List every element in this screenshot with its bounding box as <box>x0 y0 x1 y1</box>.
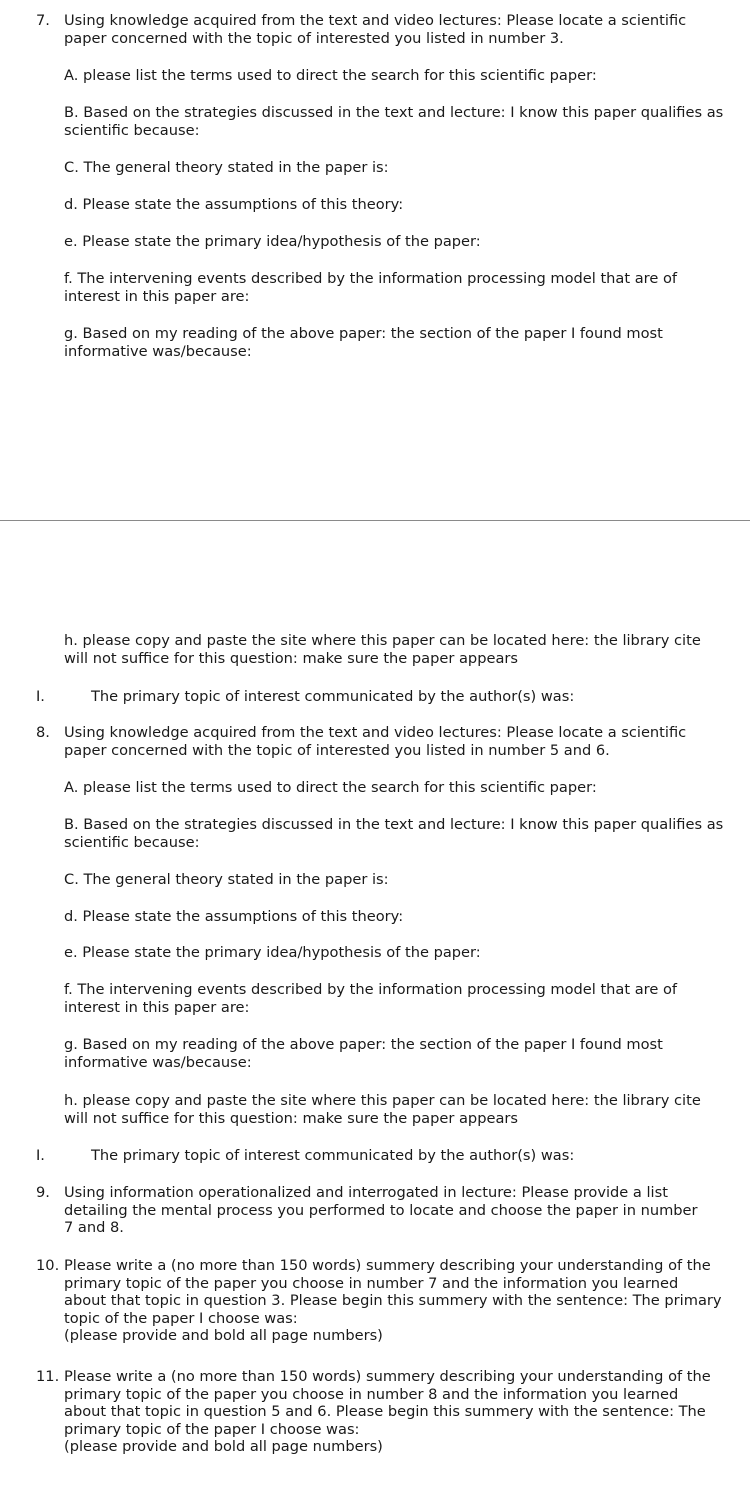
question-8-part-i: The primary topic of interest communicated by the author(s) was: <box>91 1147 575 1164</box>
question-8-part-c: C. The general theory stated in the paper is: <box>64 871 389 888</box>
question-8-number: 8. <box>36 724 50 741</box>
question-7-text: Using knowledge acquired from the text and video lectures: Please locate a scientific paper concerned with the topic of interested you listed in number 3. <box>64 12 687 47</box>
question-7-part-f: f. The intervening events described by the information processing model that are of interest in this paper are: <box>64 270 678 305</box>
question-7-part-g: g. Based on my reading of the above paper: the section of the paper I found most informative was/because: <box>64 325 663 360</box>
question-8-part-h: h. please copy and paste the site where this paper can be located here: the library cite will not suffice for this question: make sure the paper appears <box>64 1092 701 1127</box>
question-11-number: 11. <box>36 1368 60 1385</box>
question-10-text: Please write a (no more than 150 words) summery describing your understanding of the primary topic of the paper you choose in number 7 and the information you learned about that topic in question 3. Please begin this summery with the sentence: The primary topic of the paper I choose was: (please provide and bold all page numbers) <box>64 1257 722 1344</box>
question-7-part-b: B. Based on the strategies discussed in the text and lecture: I know this paper qualifies as scientific because: <box>64 104 724 139</box>
question-8-part-e: e. Please state the primary idea/hypothesis of the paper: <box>64 944 481 961</box>
question-8-part-b: B. Based on the strategies discussed in the text and lecture: I know this paper qualifies as scientific because: <box>64 816 724 851</box>
question-8-part-i-marker: I. <box>36 1147 45 1164</box>
question-8-part-a: A. please list the terms used to direct the search for this scientific paper: <box>64 779 597 796</box>
question-7-part-i-marker: I. <box>36 688 45 705</box>
question-9-text: Using information operationalized and interrogated in lecture: Please provide a list detailing the mental process you performed to locate and choose the paper in number 7 and 8. <box>64 1184 698 1236</box>
question-7-part-c: C. The general theory stated in the paper is: <box>64 159 389 176</box>
question-7-part-a: A. please list the terms used to direct the search for this scientific paper: <box>64 67 597 84</box>
question-8-part-d: d. Please state the assumptions of this theory: <box>64 908 404 925</box>
question-7-part-h: h. please copy and paste the site where this paper can be located here: the library cite will not suffice for this question: make sure the paper appears <box>64 632 701 667</box>
question-7-part-i: The primary topic of interest communicated by the author(s) was: <box>91 688 575 705</box>
question-7-part-d: d. Please state the assumptions of this theory: <box>64 196 404 213</box>
question-8-part-f: f. The intervening events described by the information processing model that are of interest in this paper are: <box>64 981 678 1016</box>
question-7-number: 7. <box>36 12 50 29</box>
question-7-part-e: e. Please state the primary idea/hypothesis of the paper: <box>64 233 481 250</box>
page-break-divider <box>0 520 750 521</box>
question-9-number: 9. <box>36 1184 50 1201</box>
question-8-text: Using knowledge acquired from the text and video lectures: Please locate a scientific paper concerned with the topic of interested you listed in number 5 and 6. <box>64 724 687 759</box>
question-11-text: Please write a (no more than 150 words) summery describing your understanding of the primary topic of the paper you choose in number 8 and the information you learned about that topic in question 5 and 6. Please begin this summery with the sentence: The primary topic of the paper I choose was: (please provide and bold all page numbers) <box>64 1368 711 1455</box>
question-8-part-g: g. Based on my reading of the above paper: the section of the paper I found most informative was/because: <box>64 1036 663 1071</box>
question-10-number: 10. <box>36 1257 60 1274</box>
